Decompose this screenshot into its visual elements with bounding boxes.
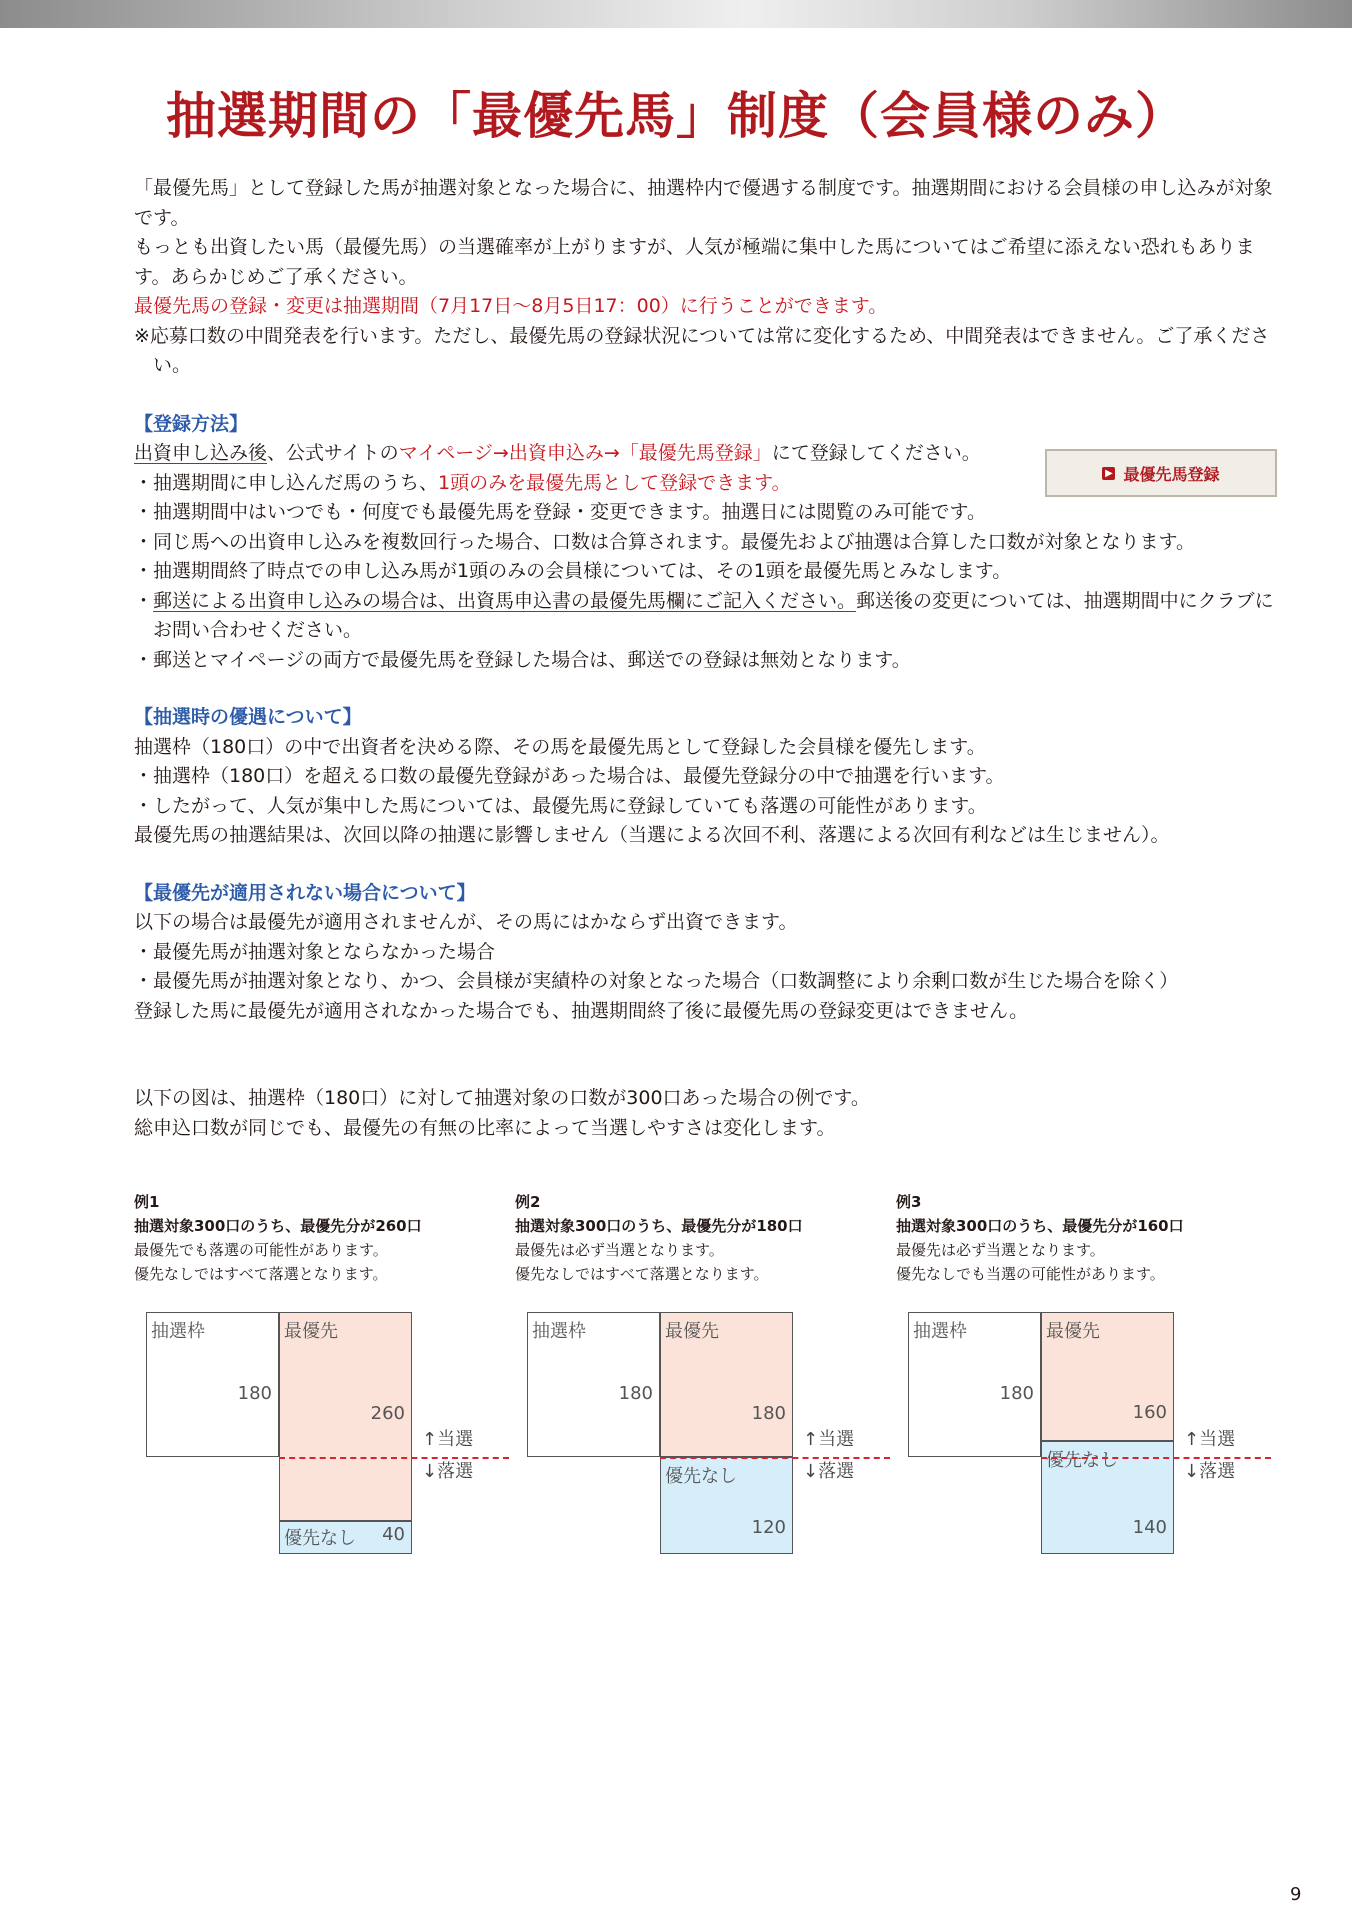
example-note-1: 最優先は必ず当選となります。: [896, 1241, 1105, 1259]
priority-label: 最優先: [665, 1321, 719, 1342]
main-content: [134, 174, 1284, 1143]
preference-heading: 【抽選時の優遇について】: [134, 706, 362, 728]
priority-value: 160: [1132, 1401, 1167, 1423]
page-number: 9: [1290, 1884, 1302, 1905]
not-applied-line-3: ・最優先馬が抽選対象となり、かつ、会員様が実績枠の対象となった場合（口数調整により余剰口数が生じた場合を除く）: [134, 970, 1179, 992]
no-priority-label: 優先なし: [665, 1466, 737, 1487]
example-title: 例3: [896, 1193, 922, 1211]
not-applied-line-1: 以下の場合は最優先が適用されませんが、その馬にはかならず出資できます。: [134, 911, 798, 933]
arrow-right-icon: ▶: [1102, 467, 1115, 480]
example-3: [896, 1190, 1256, 1538]
no-priority-label: 優先なし: [284, 1528, 356, 1550]
priority-value: 260: [370, 1402, 405, 1424]
win-lose-divider: [279, 1457, 509, 1459]
lose-indicator: ↓落選: [422, 1461, 474, 1482]
registration-line-6: [134, 587, 1284, 646]
example-note-2: 優先なしでも当選の可能性があります。: [896, 1265, 1165, 1283]
win-indicator: ↑当選: [803, 1429, 855, 1450]
reg-tail: にて登録してください。: [771, 442, 981, 464]
lottery-slot-box: [146, 1312, 279, 1457]
intro-line-1: 「最優先馬」として登録した馬が抽選対象となった場合に、抽選枠内で優遇する制度です。抽選期間における会員様の申し込みが対象です。: [134, 177, 1273, 229]
no-priority-value: 40: [382, 1524, 405, 1546]
win-indicator: ↑当選: [1184, 1429, 1236, 1450]
preference-line-3: ・したがって、人気が集中した馬については、最優先馬に登録していても落選の可能性があります。: [134, 794, 987, 817]
priority-registration-button-label: 最優先馬登録: [1123, 464, 1220, 484]
lottery-slot-label: 抽選枠: [913, 1321, 967, 1342]
no-priority-value: 140: [1132, 1516, 1167, 1538]
example-title: 例2: [515, 1193, 541, 1211]
lottery-slot-label: 抽選枠: [532, 1321, 586, 1342]
registration-line-4: ・同じ馬への出資申し込みを複数回行った場合、口数は合算されます。最優先および抽選は合算した口数が対象となります。: [134, 530, 1195, 553]
preference-line-1: 抽選枠（180口）の中で出資者を決める際、その馬を最優先馬として登録した会員様を優先します。: [134, 735, 986, 758]
intro-line-3: 最優先馬の登録・変更は抽選期間（7月17日～8月5日17：00）に行うことができます。: [134, 295, 888, 317]
not-applied-line-2: ・最優先馬が抽選対象とならなかった場合: [134, 940, 496, 963]
lottery-diagram: [146, 1312, 506, 1552]
page-title: 抽選期間の「最優先馬」制度（会員様のみ）: [166, 87, 1186, 145]
lose-indicator: ↓落選: [803, 1461, 855, 1482]
lottery-slot-box: [908, 1312, 1041, 1457]
no-priority-value: 120: [751, 1516, 786, 1538]
win-lose-divider: [660, 1457, 890, 1459]
priority-value: 180: [751, 1402, 786, 1424]
not-applied-heading: 【最優先が適用されない場合について】: [134, 881, 476, 904]
example-2: [515, 1190, 875, 1538]
no-priority-box: [660, 1457, 793, 1554]
lottery-slot-value: 180: [999, 1382, 1034, 1404]
lottery-slot-value: 180: [618, 1382, 653, 1404]
example-heading: 抽選対象300口のうち、最優先分が180口: [515, 1217, 803, 1235]
figure-intro-line-2: 総申込口数が同じでも、最優先の有無の比率によって当選しやすさは変化します。: [134, 1116, 836, 1139]
reg-l6-b: 郵送による出資申し込みの場合は、出資馬申込書の最優先馬欄にご記入ください。: [153, 589, 857, 612]
reg-site: 、公式サイトの: [267, 442, 399, 464]
intro-line-4: ※応募口数の中間発表を行います。ただし、最優先馬の登録状況については常に変化するため、中間発表はできません。ご了承ください。: [134, 324, 1270, 376]
lose-indicator: ↓落選: [1184, 1461, 1236, 1482]
priority-box: [1041, 1312, 1174, 1441]
header-bar: [0, 0, 1352, 28]
example-note-1: 最優先でも落選の可能性があります。: [134, 1241, 388, 1259]
win-lose-divider: [1041, 1457, 1271, 1459]
example-note-2: 優先なしではすべて落選となります。: [515, 1265, 769, 1283]
lottery-diagram: [908, 1312, 1268, 1552]
priority-box: [660, 1312, 793, 1457]
not-applied-line-4: 登録した馬に最優先が適用されなかった場合でも、抽選期間終了後に最優先馬の登録変更はできません。: [134, 999, 1029, 1022]
registration-line-3: ・抽選期間中はいつでも・何度でも最優先馬を登録・変更できます。抽選日には閲覧のみ可能です。: [134, 501, 986, 523]
registration-line-5: ・抽選期間終了時点での申し込み馬が1頭のみの会員様については、その1頭を最優先馬とみなします。: [134, 560, 1012, 582]
no-priority-label: 優先なし: [1046, 1449, 1118, 1471]
win-indicator: ↑当選: [422, 1429, 474, 1450]
lottery-slot-label: 抽選枠: [151, 1321, 205, 1342]
lottery-diagram: [527, 1312, 887, 1552]
no-priority-box: [279, 1521, 412, 1553]
priority-box: [279, 1312, 412, 1521]
example-1: [134, 1190, 494, 1550]
example-note-1: 最優先は必ず当選となります。: [515, 1241, 724, 1259]
example-heading: 抽選対象300口のうち、最優先分が160口: [896, 1217, 1184, 1235]
lottery-slot-value: 180: [237, 1382, 272, 1404]
lottery-slot-box: [527, 1312, 660, 1457]
preference-line-4: 最優先馬の抽選結果は、次回以降の抽選に影響しません（当選による次回不利、落選による次回有利などは生じません）。: [134, 824, 1170, 846]
registration-line-7: ・郵送とマイページの両方で最優先馬を登録した場合は、郵送での登録は無効となります。: [134, 648, 911, 671]
priority-label: 最優先: [1046, 1321, 1100, 1342]
priority-registration-button[interactable]: [1045, 449, 1277, 497]
reg-l2-a: ・抽選期間に申し込んだ馬のうち、: [134, 471, 439, 494]
reg-path: マイページ→出資申込み→「最優先馬登録」: [398, 442, 772, 464]
figure-intro-line-1: 以下の図は、抽選枠（180口）に対して抽選対象の口数が300口あった場合の例です。: [134, 1087, 870, 1109]
example-title: 例1: [134, 1193, 160, 1211]
intro-line-2: もっとも出資したい馬（最優先馬）の当選確率が上がりますが、人気が極端に集中した馬についてはご希望に添えない恐れもあります。あらかじめご了承ください。: [134, 236, 1255, 288]
reg-after-apply: 出資申し込み後: [134, 442, 268, 464]
example-heading: 抽選対象300口のうち、最優先分が260口: [134, 1217, 422, 1235]
priority-label: 最優先: [284, 1321, 338, 1342]
preference-line-2: ・抽選枠（180口）を超える口数の最優先登録があった場合は、最優先登録分の中で抽選を行います。: [134, 765, 1005, 787]
registration-heading: 【登録方法】: [134, 412, 249, 435]
reg-l2-b: 1頭のみを最優先馬として登録できます。: [438, 471, 791, 494]
reg-l6-c: 郵送後の変更については、抽選期間中にクラブにお問い合わせください。: [153, 589, 1274, 641]
example-note-2: 優先なしではすべて落選となります。: [134, 1265, 388, 1283]
reg-l6-a: ・: [134, 589, 154, 612]
